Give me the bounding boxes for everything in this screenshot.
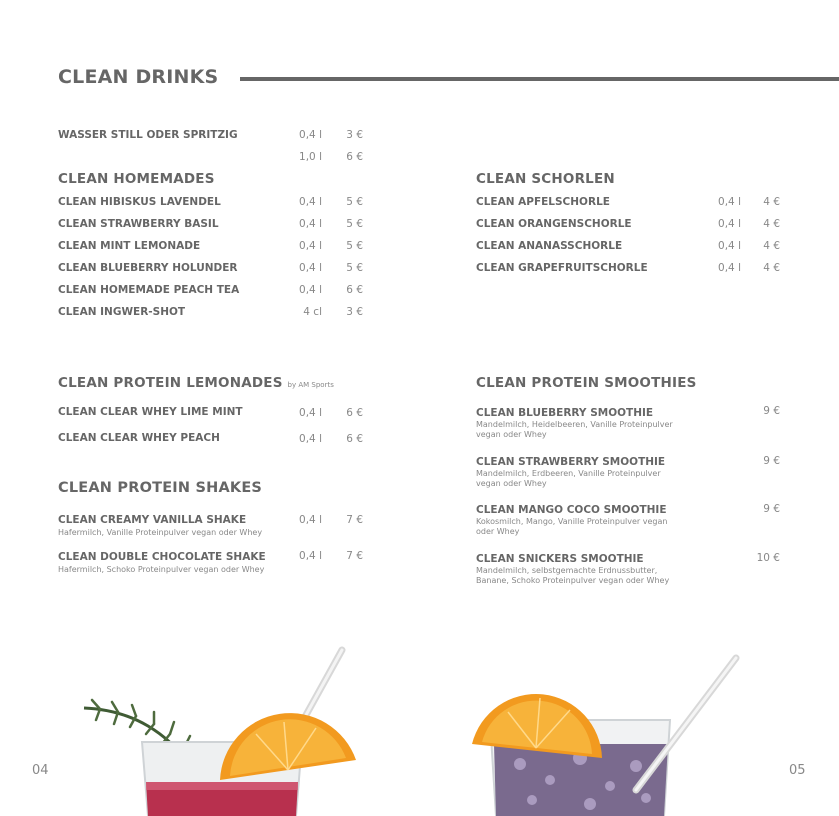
item-price: 9 € bbox=[763, 455, 780, 467]
item-qty: 4 cl bbox=[303, 306, 322, 318]
item-qty: 0,4 l bbox=[718, 218, 741, 230]
item-price: 6 € bbox=[346, 284, 363, 296]
list-item: CLEAN DOUBLE CHOCOLATE SHAKE bbox=[58, 551, 266, 563]
wasser-qty-2: 1,0 l bbox=[299, 151, 322, 163]
item-price: 4 € bbox=[763, 262, 780, 274]
item-qty: 0,4 l bbox=[299, 284, 322, 296]
item-qty: 0,4 l bbox=[299, 240, 322, 252]
homemades-heading: CLEAN HOMEMADES bbox=[58, 171, 215, 187]
item-price: 4 € bbox=[763, 218, 780, 230]
list-item: CLEAN HOMEMADE PEACH TEA bbox=[58, 284, 240, 296]
wasser-qty-1: 0,4 l bbox=[299, 129, 322, 141]
item-description-line2: oder Whey bbox=[476, 527, 520, 536]
wasser-price-1: 3 € bbox=[346, 129, 363, 141]
list-item: CLEAN MANGO COCO SMOOTHIE bbox=[476, 504, 667, 516]
item-description-line1: Kokosmilch, Mango, Vanille Proteinpulver vegan bbox=[476, 517, 668, 526]
protein-smoothies-heading: CLEAN PROTEIN SMOOTHIES bbox=[476, 375, 697, 391]
drink-photo-right bbox=[460, 640, 760, 816]
list-item: CLEAN BLUEBERRY SMOOTHIE bbox=[476, 407, 654, 419]
item-qty: 0,4 l bbox=[718, 196, 741, 208]
item-price: 5 € bbox=[346, 196, 363, 208]
list-item: CLEAN INGWER-SHOT bbox=[58, 306, 186, 318]
item-price: 7 € bbox=[346, 550, 363, 562]
item-description: Hafermilch, Schoko Proteinpulver vegan oder Whey bbox=[58, 565, 265, 574]
list-item: CLEAN ORANGENSCHORLE bbox=[476, 218, 632, 230]
list-item: CLEAN APFELSCHORLE bbox=[476, 196, 610, 208]
item-price: 5 € bbox=[346, 240, 363, 252]
item-price: 6 € bbox=[346, 433, 363, 445]
list-item: CLEAN SNICKERS SMOOTHIE bbox=[476, 553, 644, 565]
item-price: 5 € bbox=[346, 218, 363, 230]
list-item: CLEAN CREAMY VANILLA SHAKE bbox=[58, 514, 247, 526]
item-description-line1: Mandelmilch, Heidelbeeren, Vanille Proteinpulver bbox=[476, 420, 673, 429]
list-item: CLEAN HIBISKUS LAVENDEL bbox=[58, 196, 221, 208]
page-number-left: 04 bbox=[32, 763, 49, 778]
item-price: 6 € bbox=[346, 407, 363, 419]
drink-photo-left bbox=[70, 630, 370, 816]
item-price: 4 € bbox=[763, 240, 780, 252]
item-qty: 0,4 l bbox=[718, 240, 741, 252]
item-qty: 0,4 l bbox=[299, 514, 322, 526]
item-price: 10 € bbox=[756, 552, 780, 564]
page-number-right: 05 bbox=[789, 763, 806, 778]
protein-lemonades-byline: by AM Sports bbox=[287, 381, 334, 389]
item-qty: 0,4 l bbox=[299, 550, 322, 562]
schorlen-heading: CLEAN SCHORLEN bbox=[476, 171, 615, 187]
list-item: CLEAN MINT LEMONADE bbox=[58, 240, 201, 252]
item-qty: 0,4 l bbox=[299, 262, 322, 274]
item-description-line2: vegan oder Whey bbox=[476, 430, 547, 439]
item-description-line1: Mandelmilch, selbstgemachte Erdnussbutter, bbox=[476, 566, 658, 575]
item-qty: 0,4 l bbox=[299, 196, 322, 208]
wasser-price-2: 6 € bbox=[346, 151, 363, 163]
protein-shakes-heading: CLEAN PROTEIN SHAKES bbox=[58, 480, 263, 496]
list-item: CLEAN GRAPEFRUITSCHORLE bbox=[476, 262, 648, 274]
item-qty: 0,4 l bbox=[299, 407, 322, 419]
item-description-line1: Mandelmilch, Erdbeeren, Vanille Proteinpulver bbox=[476, 469, 661, 478]
item-price: 9 € bbox=[763, 503, 780, 515]
item-description: Hafermilch, Vanille Proteinpulver vegan oder Whey bbox=[58, 528, 263, 537]
list-item: CLEAN CLEAR WHEY PEACH bbox=[58, 432, 220, 444]
item-price: 7 € bbox=[346, 514, 363, 526]
item-price: 4 € bbox=[763, 196, 780, 208]
list-item: CLEAN ANANASSCHORLE bbox=[476, 240, 623, 252]
protein-lemonades-heading bbox=[58, 375, 334, 391]
item-description-line2: vegan oder Whey bbox=[476, 479, 547, 488]
item-description-line2: Banane, Schoko Proteinpulver vegan oder Whey bbox=[476, 576, 670, 585]
list-item: CLEAN CLEAR WHEY LIME MINT bbox=[58, 406, 243, 418]
item-qty: 0,4 l bbox=[299, 433, 322, 445]
protein-lemonades-title: CLEAN PROTEIN LEMONADES bbox=[58, 375, 283, 391]
item-qty: 0,4 l bbox=[299, 218, 322, 230]
list-item: CLEAN STRAWBERRY BASIL bbox=[58, 218, 219, 230]
list-item: CLEAN BLUEBERRY HOLUNDER bbox=[58, 262, 238, 274]
page-title: CLEAN DRINKS bbox=[58, 66, 219, 88]
title-rule bbox=[240, 77, 839, 81]
item-price: 5 € bbox=[346, 262, 363, 274]
item-qty: 0,4 l bbox=[718, 262, 741, 274]
wasser-name: WASSER STILL ODER SPRITZIG bbox=[58, 129, 238, 141]
item-price: 3 € bbox=[346, 306, 363, 318]
list-item: CLEAN STRAWBERRY SMOOTHIE bbox=[476, 456, 666, 468]
item-price: 9 € bbox=[763, 405, 780, 417]
